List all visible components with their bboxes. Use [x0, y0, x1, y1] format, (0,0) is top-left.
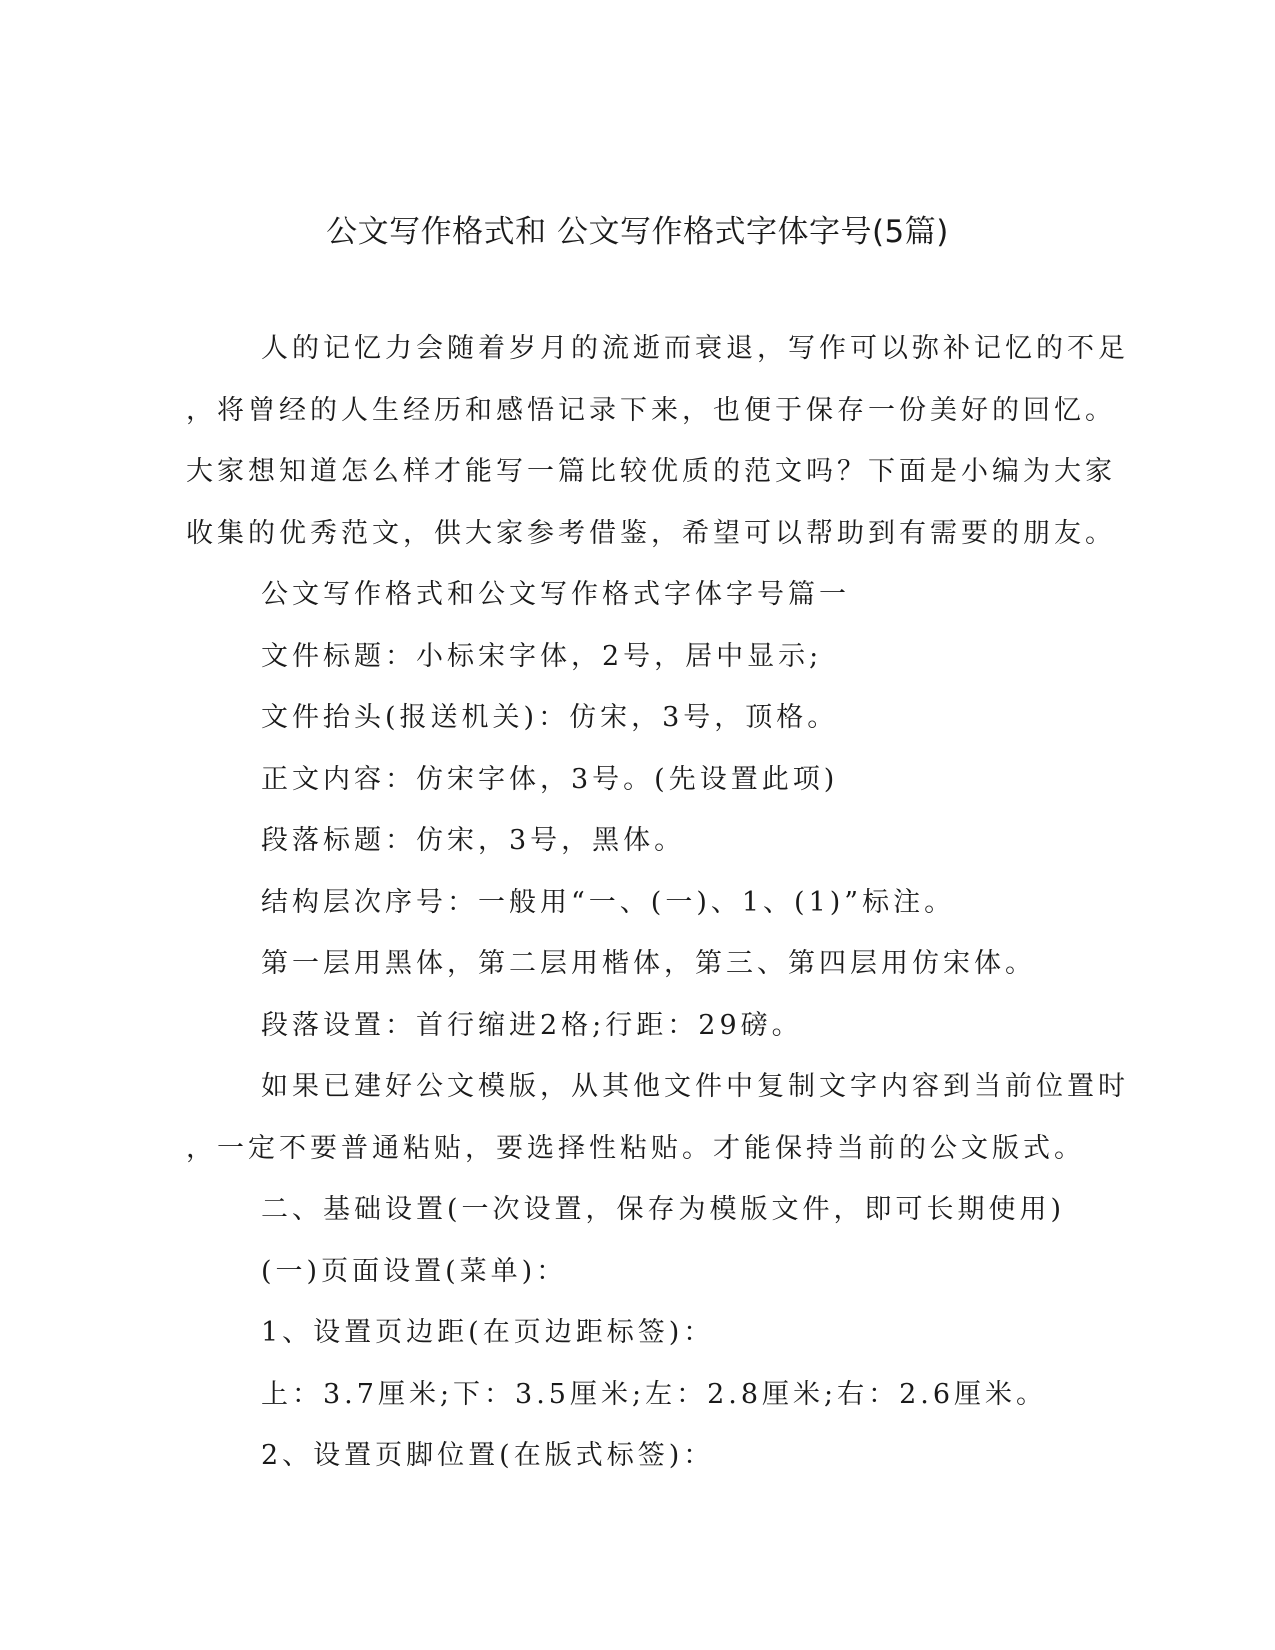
body-line: ，将曾经的人生经历和感悟记录下来，也便于保存一份美好的回忆。 [186, 394, 1116, 426]
body-line: 文件标题：小标宋字体，2号，居中显示; [261, 640, 823, 672]
body-line: (一)页面设置(菜单)： [261, 1255, 568, 1287]
body-line: 段落设置：首行缩进2格;行距：29磅。 [261, 1009, 803, 1041]
body-line: 2、设置页脚位置(在版式标签)： [261, 1440, 715, 1471]
body-line: 结构层次序号：一般用“一、(一)、1、(1)”标注。 [261, 886, 956, 918]
body-line: 1、设置页边距(在页边距标签)： [261, 1317, 715, 1348]
document-title: 公文写作格式和 公文写作格式字体字号(5篇) [326, 214, 949, 250]
body-line: 公文写作格式和公文写作格式字体字号篇一 [261, 579, 850, 610]
document-body [186, 318, 1129, 1487]
body-line: 大家想知道怎么样才能写一篇比较优质的范文吗？下面是小编为大家 [186, 456, 1116, 487]
body-line: 上：3.7厘米;下：3.5厘米;左：2.8厘米;右：2.6厘米。 [261, 1378, 1048, 1410]
body-line: 第一层用黑体，第二层用楷体，第三、第四层用仿宋体。 [261, 948, 1036, 979]
body-line: ，一定不要普通粘贴，要选择性粘贴。才能保持当前的公文版式。 [186, 1132, 1085, 1164]
body-line: 如果已建好公文模版，从其他文件中复制文字内容到当前位置时 [261, 1071, 1129, 1102]
body-line: 收集的优秀范文，供大家参考借鉴，希望可以帮助到有需要的朋友。 [186, 517, 1116, 549]
body-line: 人的记忆力会随着岁月的流逝而衰退，写作可以弥补记忆的不足 [261, 333, 1129, 364]
body-line: 段落标题：仿宋，3号，黑体。 [261, 825, 686, 856]
body-line: 文件抬头(报送机关)：仿宋，3号，顶格。 [261, 702, 839, 733]
body-line: 二、基础设置(一次设置，保存为模版文件，即可长期使用) [261, 1194, 1066, 1225]
body-line: 正文内容：仿宋字体，3号。(先设置此项) [261, 763, 839, 795]
